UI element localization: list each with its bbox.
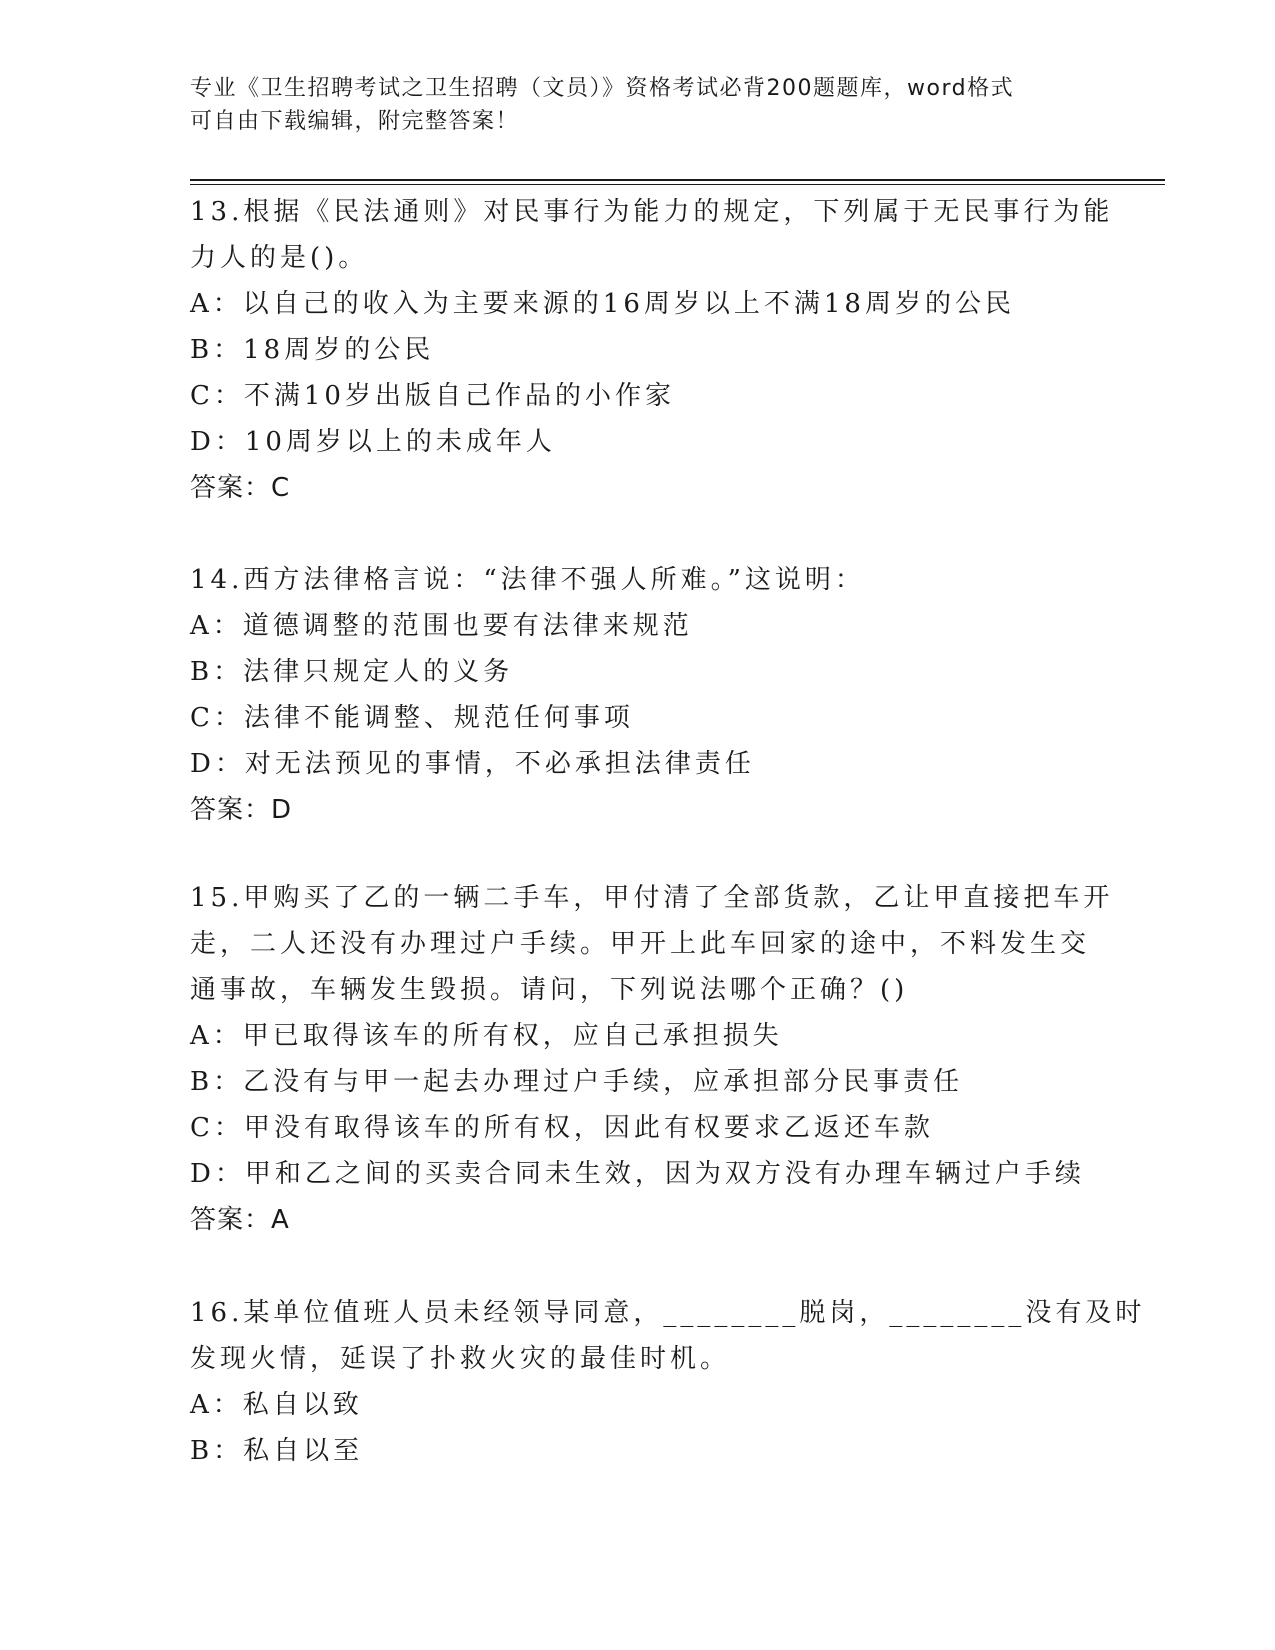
question-stem: 发现火情，延误了扑救火灾的最佳时机。	[190, 1344, 731, 1374]
question-16	[190, 1290, 1150, 1474]
question-stem: 16.某单位值班人员未经领导同意，________脱岗，________没有及时	[190, 1298, 1146, 1328]
header-divider-thick	[190, 179, 1165, 181]
question-14	[190, 557, 1150, 833]
header-line-1: 专业《卫生招聘考试之卫生招聘（文员）》资格考试必背200题题库，word格式	[190, 76, 1015, 101]
question-stem: 走，二人还没有办理过户手续。甲开上此车回家的途中，不料发生交	[190, 929, 1091, 959]
option-c: C：甲没有取得该车的所有权，因此有权要求乙返还车款	[190, 1113, 934, 1143]
question-stem: 通事故，车辆发生毁损。请问，下列说法哪个正确？()	[190, 975, 909, 1005]
option-a: A：甲已取得该车的所有权，应自己承担损失	[190, 1021, 783, 1051]
option-c: C：不满10岁出版自己作品的小作家	[190, 381, 675, 411]
question-15	[190, 875, 1150, 1243]
header-line-2: 可自由下载编辑，附完整答案！	[190, 109, 520, 134]
option-c: C：法律不能调整、规范任何事项	[190, 703, 634, 733]
option-b: B：法律只规定人的义务	[190, 657, 514, 687]
answer: 答案：D	[190, 795, 293, 825]
header-divider-thin	[190, 184, 1165, 185]
option-d: D：对无法预见的事情，不必承担法律责任	[190, 749, 755, 779]
question-stem: 15.甲购买了乙的一辆二手车，甲付清了全部货款，乙让甲直接把车开	[190, 883, 1114, 913]
question-stem: 13.根据《民法通则》对民事行为能力的规定，下列属于无民事行为能	[190, 197, 1114, 227]
option-d: D：10周岁以上的未成年人	[190, 427, 556, 457]
option-a: A：以自己的收入为主要来源的16周岁以上不满18周岁的公民	[190, 289, 1015, 319]
option-a: A：道德调整的范围也要有法律来规范	[190, 611, 693, 641]
question-stem: 14.西方法律格言说：“法律不强人所难。”这说明：	[190, 565, 865, 595]
question-stem: 力人的是()。	[190, 243, 369, 273]
option-b: B：乙没有与甲一起去办理过户手续，应承担部分民事责任	[190, 1067, 964, 1097]
option-b: B：18周岁的公民	[190, 335, 435, 365]
question-13	[190, 189, 1150, 511]
answer: 答案：A	[190, 1205, 290, 1235]
option-d: D：甲和乙之间的买卖合同未生效，因为双方没有办理车辆过户手续	[190, 1159, 1085, 1189]
answer: 答案：C	[190, 473, 291, 503]
option-a: A：私自以致	[190, 1390, 363, 1420]
option-b: B：私自以至	[190, 1436, 364, 1466]
document-header	[190, 72, 1090, 138]
